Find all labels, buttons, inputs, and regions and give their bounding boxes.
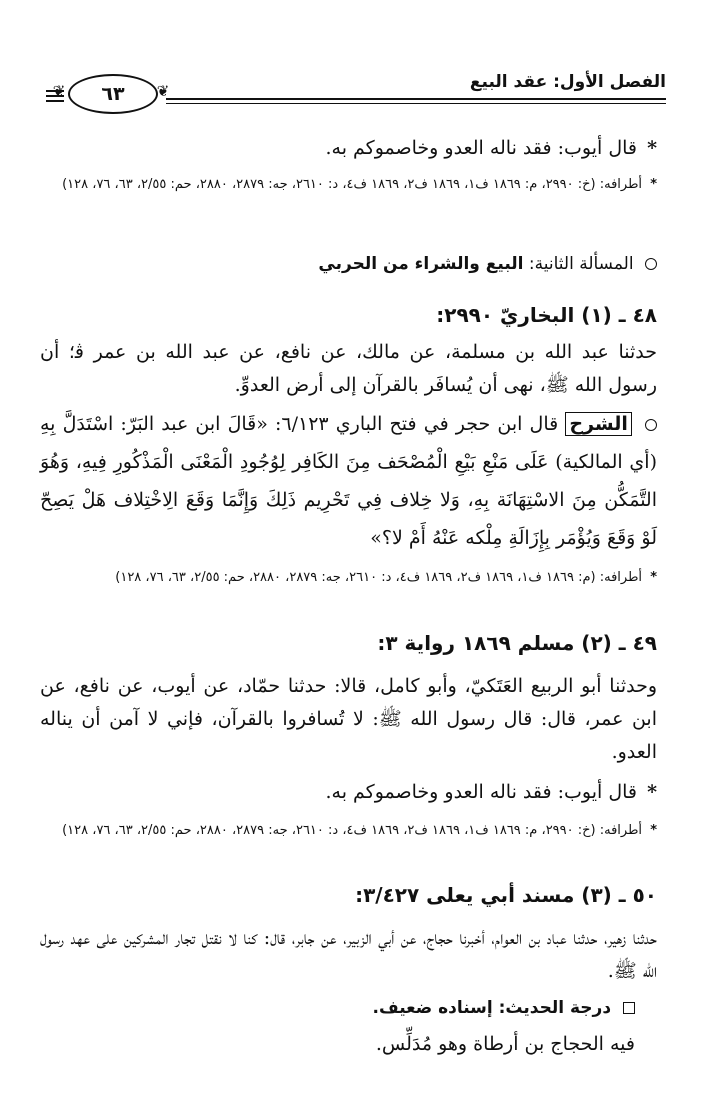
grade-reason: فيه الحجاج بن أرطاة وهو مُدَلِّس.: [375, 1033, 635, 1055]
sharh-label: الشرح: [565, 412, 632, 436]
commentary-text: قال ابن حجر في فتح الباري ٦/١٢٣: «قَالَ ابن عبد البَرّ: اسْتَدَلَّ بِهِ (أي المالكية) عَلَى مَنْعِ بَيْعِ الْمُصْحَف مِنَ الكَافِر لِوُجُودِ الْمَعْنَى الْمَذْكُورِ فِيهِ، وَهُوَ التَّمَكُّن مِنَ الاسْتِهَانَة بِهِ، وَلا خِلاف فِي تَحْرِيم ذَلِكَ وَإِنَّمَا وَقَعَ الِاخْتِلاف هَلْ يَصِحّ لَوْ وَقَعَ وَيُؤْمَر بِإِزَالَةِ مِلْكه عَنْهُ أَمْ لا؟»: [40, 413, 657, 549]
palm-ornament-icon: ❦: [156, 82, 170, 100]
chapter-title: الفصل الأول: عقد البيع: [469, 72, 666, 92]
asterisk-icon: *: [647, 781, 657, 803]
asterisk-icon: *: [650, 177, 657, 192]
circle-bullet-icon: [645, 258, 657, 270]
hadith-49-text: وحدثنا أبو الربيع العَتَكيّ، وأبو كامل، قالا: حدثنا حمّاد، عن أيوب، عن نافع، عن ابن عمر، قال: قال رسول الله ﷺ: لا تُسافروا بالقرآن، فإني لا آمن أن يناله العدو.: [40, 675, 657, 763]
header-rule-thin: [166, 103, 666, 104]
references-text: أطرافه: (م: ١٨٦٩ ف١، ١٨٦٩ ف٢، ١٨٦٩ ف٤، د: ٢٦١٠، جه: ٢٨٧٩، ٢٨٨٠، حم: ٢/٥٥، ٦٣، ٧٦، ١٢٨): [115, 570, 643, 585]
circle-bullet-icon: [645, 419, 657, 431]
left-rule-lines: [46, 90, 64, 105]
grade-text: درجة الحديث: إسناده ضعيف.: [372, 998, 612, 1018]
hadith-50-text: حدثنا زهير، حدثنا عباد بن العوام، أخبرنا حجاج، عن أبي الزبير، عن جابر، قال: كنا لا نقتل تجار المشركين على عهد رسول الله ﷺ.: [40, 927, 657, 982]
palm-ornament-icon: ❦: [52, 82, 66, 100]
cross-references-text: أطرافه: (خ: ٢٩٩٠، م: ١٨٦٩ ف١، ١٨٦٩ ف٢، ١٨٦٩ ف٤، د: ٢٦١٠، جه: ٢٨٧٩، ٢٨٨٠، حم: ٢/٥٥، ٦٣، ٧٦، ١٢٨): [62, 177, 643, 192]
cross-references: [40, 172, 657, 198]
asterisk-icon: *: [647, 137, 657, 159]
statement-text: قال أيوب: فقد ناله العدو وخاصموكم به.: [325, 137, 638, 159]
asterisk-icon: *: [650, 570, 657, 585]
page-header: [46, 70, 666, 116]
statement-text: قال أيوب: فقد ناله العدو وخاصموكم به.: [325, 781, 638, 803]
asterisk-icon: *: [650, 823, 657, 838]
hadith-48-references: [40, 565, 657, 591]
hadith-49-references: [40, 818, 657, 844]
hadith-50-heading: ٥٠ ـ (٣) مسند أبي يعلى ٣/٤٢٧:: [355, 883, 657, 907]
hadith-49-heading: ٤٩ ـ (٢) مسلم ١٨٦٩ رواية ٣:: [377, 631, 657, 655]
header-rule: [166, 98, 666, 100]
square-bullet-icon: [623, 1002, 635, 1014]
ayyub-statement: [40, 132, 657, 165]
ayyub-statement-2: [40, 776, 657, 809]
hadith-grade: [40, 993, 635, 1023]
references-text: أطرافه: (خ: ٢٩٩٠، م: ١٨٦٩ ف١، ١٨٦٩ ف٢، ١٨٦٩ ف٤، د: ٢٦١٠، جه: ٢٨٧٩، ٢٨٨٠، حم: ٢/٥٥، ٦٣، ٧٦، ١٢٨): [62, 823, 643, 838]
issue-title: البيع والشراء من الحربي: [318, 254, 524, 274]
issue-label: المسألة الثانية:: [528, 254, 634, 274]
commentary: [40, 405, 657, 557]
page-number: ٦٣: [68, 74, 158, 114]
hadith-48-text: حدثنا عبد الله بن مسلمة، عن مالك، عن نافع، عن عبد الله بن عمر ﭬ؛ أن رسول الله ﷺ، نهى أن يُسافَر بالقرآن إلى أرض العدوِّ.: [40, 341, 657, 396]
hadith-48-heading: ٤٨ ـ (١) البخاريّ ٢٩٩٠:: [436, 303, 657, 327]
issue-heading: [40, 250, 657, 278]
